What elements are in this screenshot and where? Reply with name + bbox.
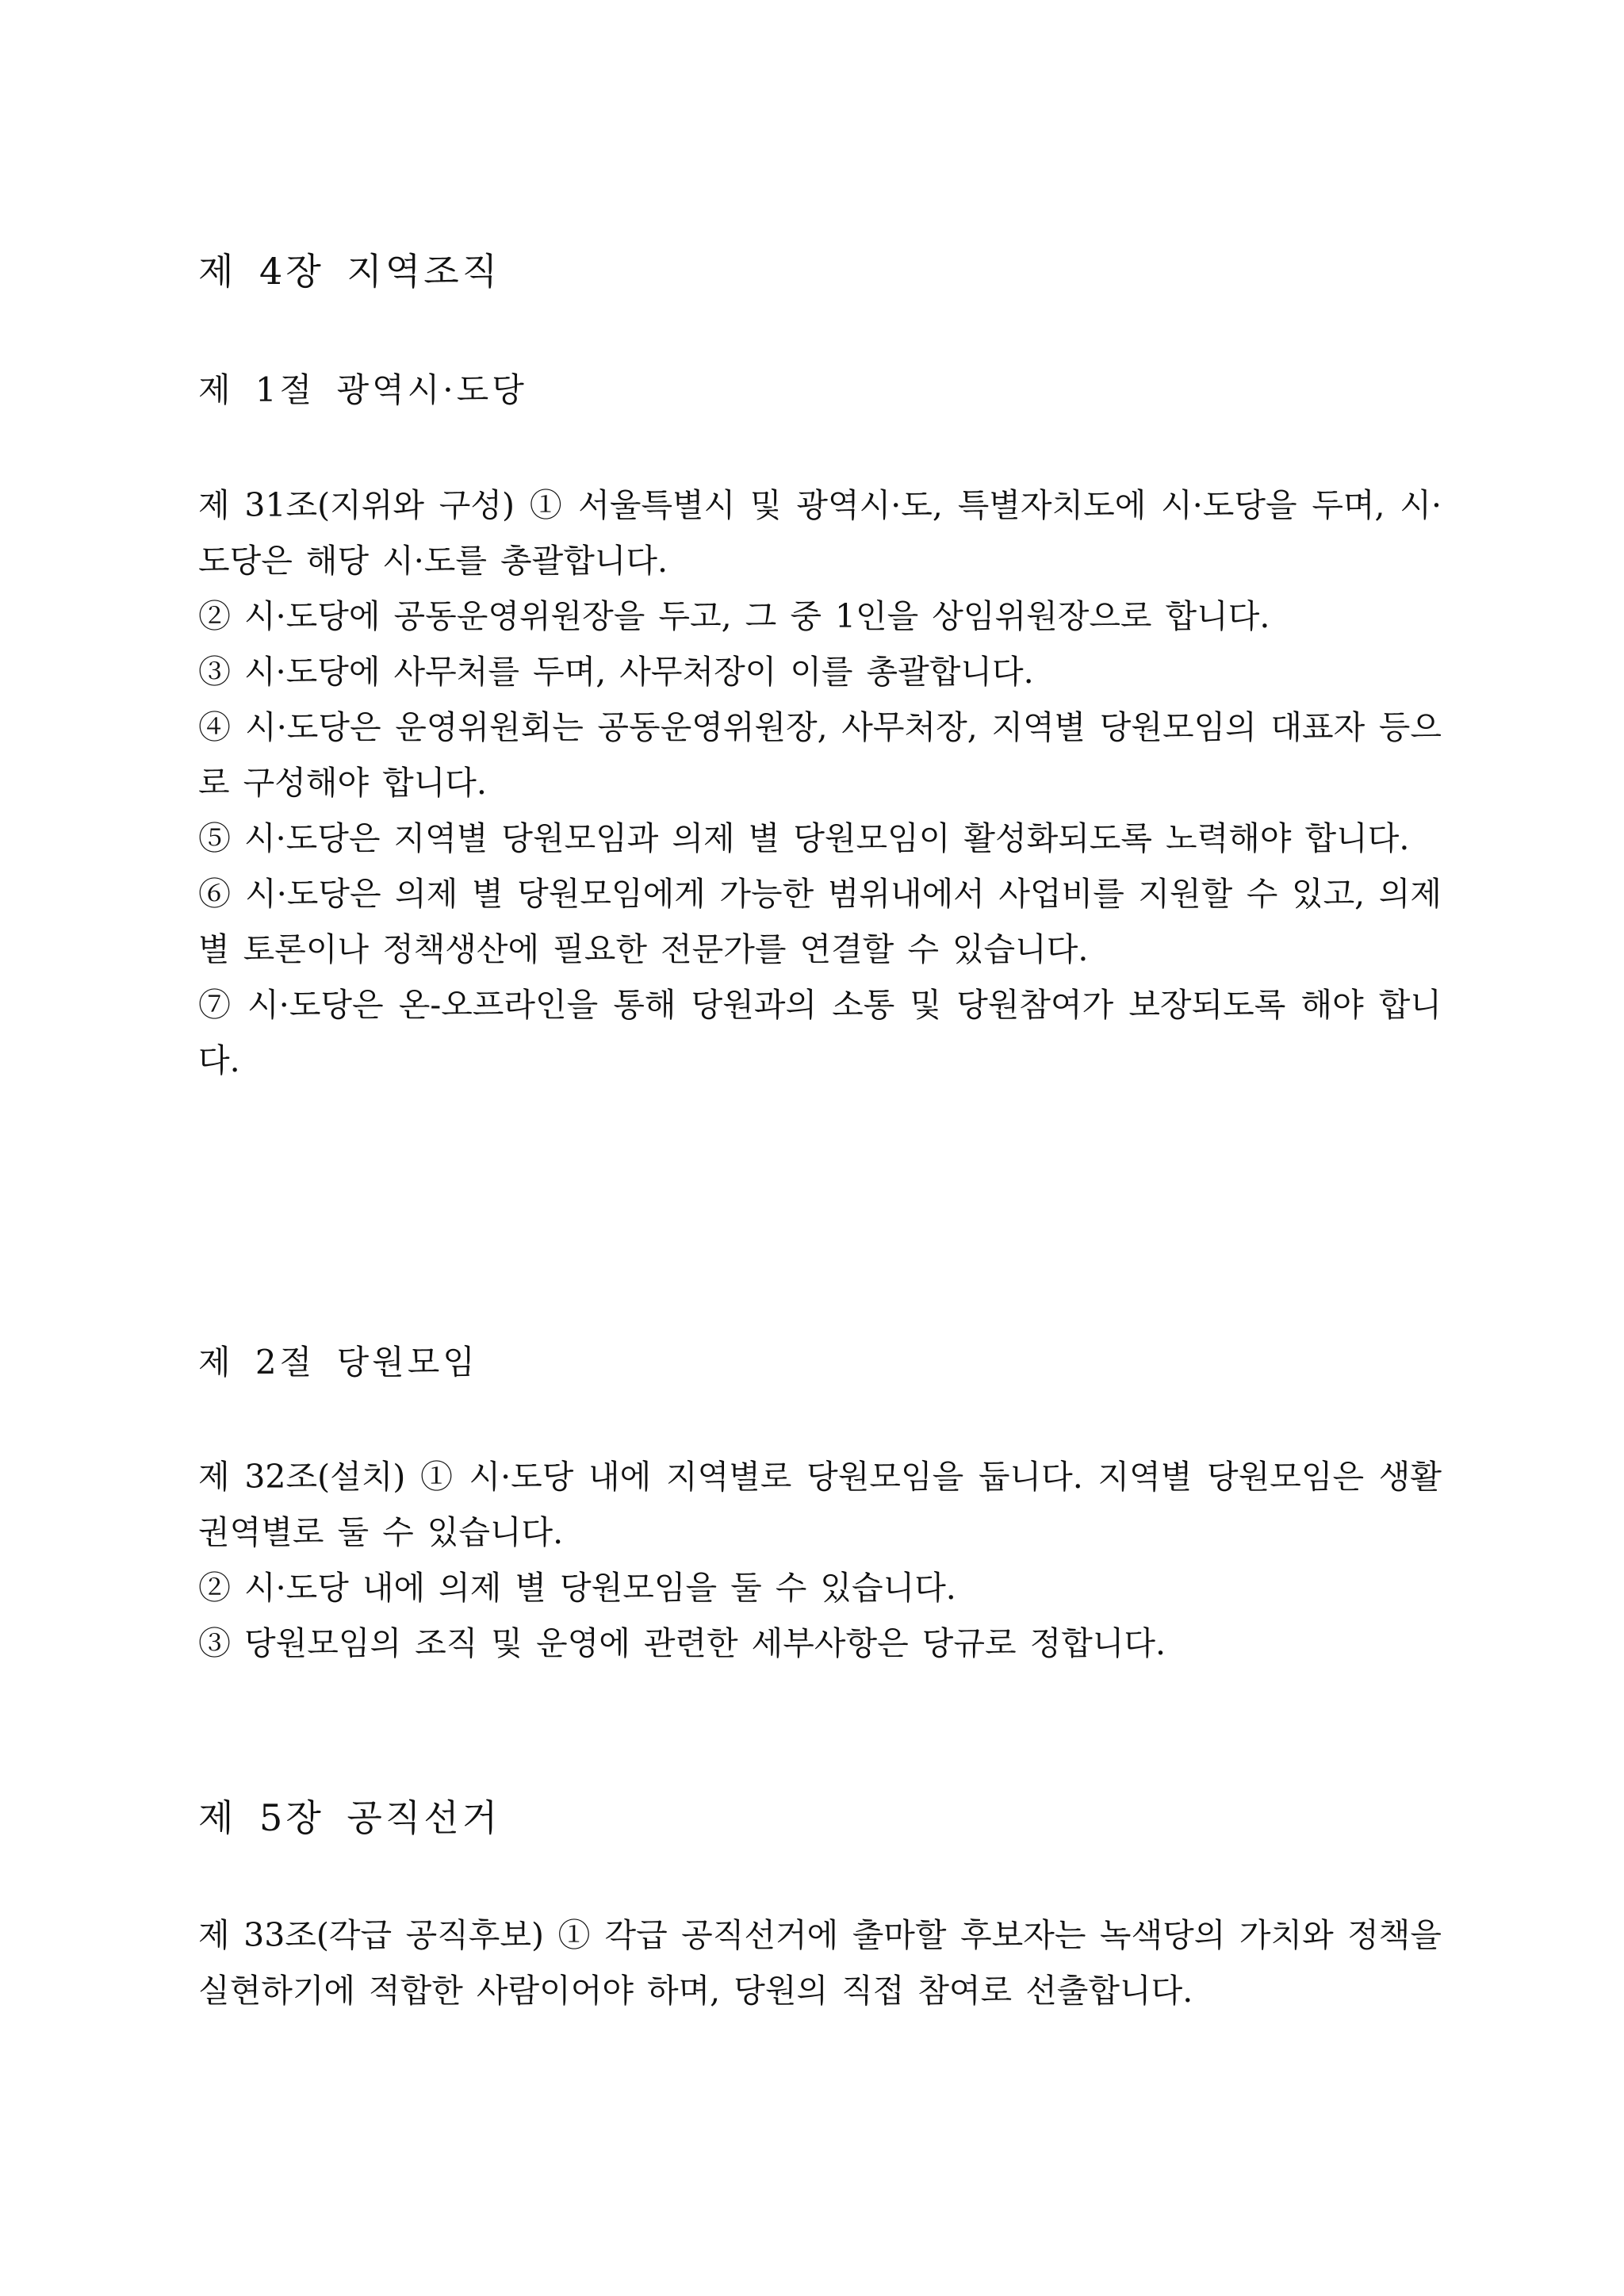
chapter-4-title: 제 4장 지역조직 xyxy=(198,250,501,293)
article-32-clause-3: ③ 당원모임의 조직 및 운영에 관련한 세부사항은 당규로 정합니다. xyxy=(198,1624,1166,1662)
article-31-clause-1: 제 31조(지위와 구성) ① 서울특별시 및 광역시·도, 특별자치도에 시·도당을 두며, 시·도당은 해당 시·도를 총괄합니다. xyxy=(198,486,1442,580)
article-32-clause-1: 제 32조(설치) ① 시·도당 내에 지역별로 당원모임을 둡니다. 지역별 당원모임은 생활권역별로 둘 수 있습니다. xyxy=(198,1458,1442,1551)
article-31-clause-5: ⑤ 시·도당은 지역별 당원모임과 의제 별 당원모임이 활성화되도록 노력해야 합니다. xyxy=(198,819,1410,857)
section-1-title: 제 1절 광역시·도당 xyxy=(198,370,527,409)
article-33 xyxy=(198,1907,1442,2018)
article-32-clause-2: ② 시·도당 내에 의제 별 당원모임을 둘 수 있습니다. xyxy=(198,1569,956,1607)
chapter-5-title: 제 5장 공직선거 xyxy=(198,1796,501,1839)
section-2-title: 제 2절 당원모임 xyxy=(198,1343,478,1382)
article-32 xyxy=(198,1449,1442,1671)
article-31-clause-3: ③ 시·도당에 사무처를 두며, 사무처장이 이를 총괄합니다. xyxy=(198,653,1034,691)
article-31 xyxy=(198,477,1442,1088)
article-31-clause-4: ④ 시·도당은 운영위원회는 공동운영위원장, 사무처장, 지역별 당원모임의 대표자 등으로 구성해야 합니다. xyxy=(198,708,1442,802)
article-33-clause-1: 제 33조(각급 공직후보) ① 각급 공직선거에 출마할 후보자는 녹색당의 가치와 정책을 실현하기에 적합한 사람이어야 하며, 당원의 직접 참여로 선출합니다. xyxy=(198,1916,1442,2010)
article-31-clause-7: ⑦ 시·도당은 온-오프라인을 통해 당원과의 소통 및 당원참여가 보장되도록 해야 합니다. xyxy=(198,986,1442,1079)
article-31-clause-6: ⑥ 시·도당은 의제 별 당원모임에게 가능한 범위내에서 사업비를 지원할 수 있고, 의제 별 토론이나 정책생산에 필요한 전문가를 연결할 수 있습니다. xyxy=(198,875,1442,968)
article-31-clause-2: ② 시·도당에 공동운영위원장을 두고, 그 중 1인을 상임위원장으로 합니다. xyxy=(198,597,1270,635)
